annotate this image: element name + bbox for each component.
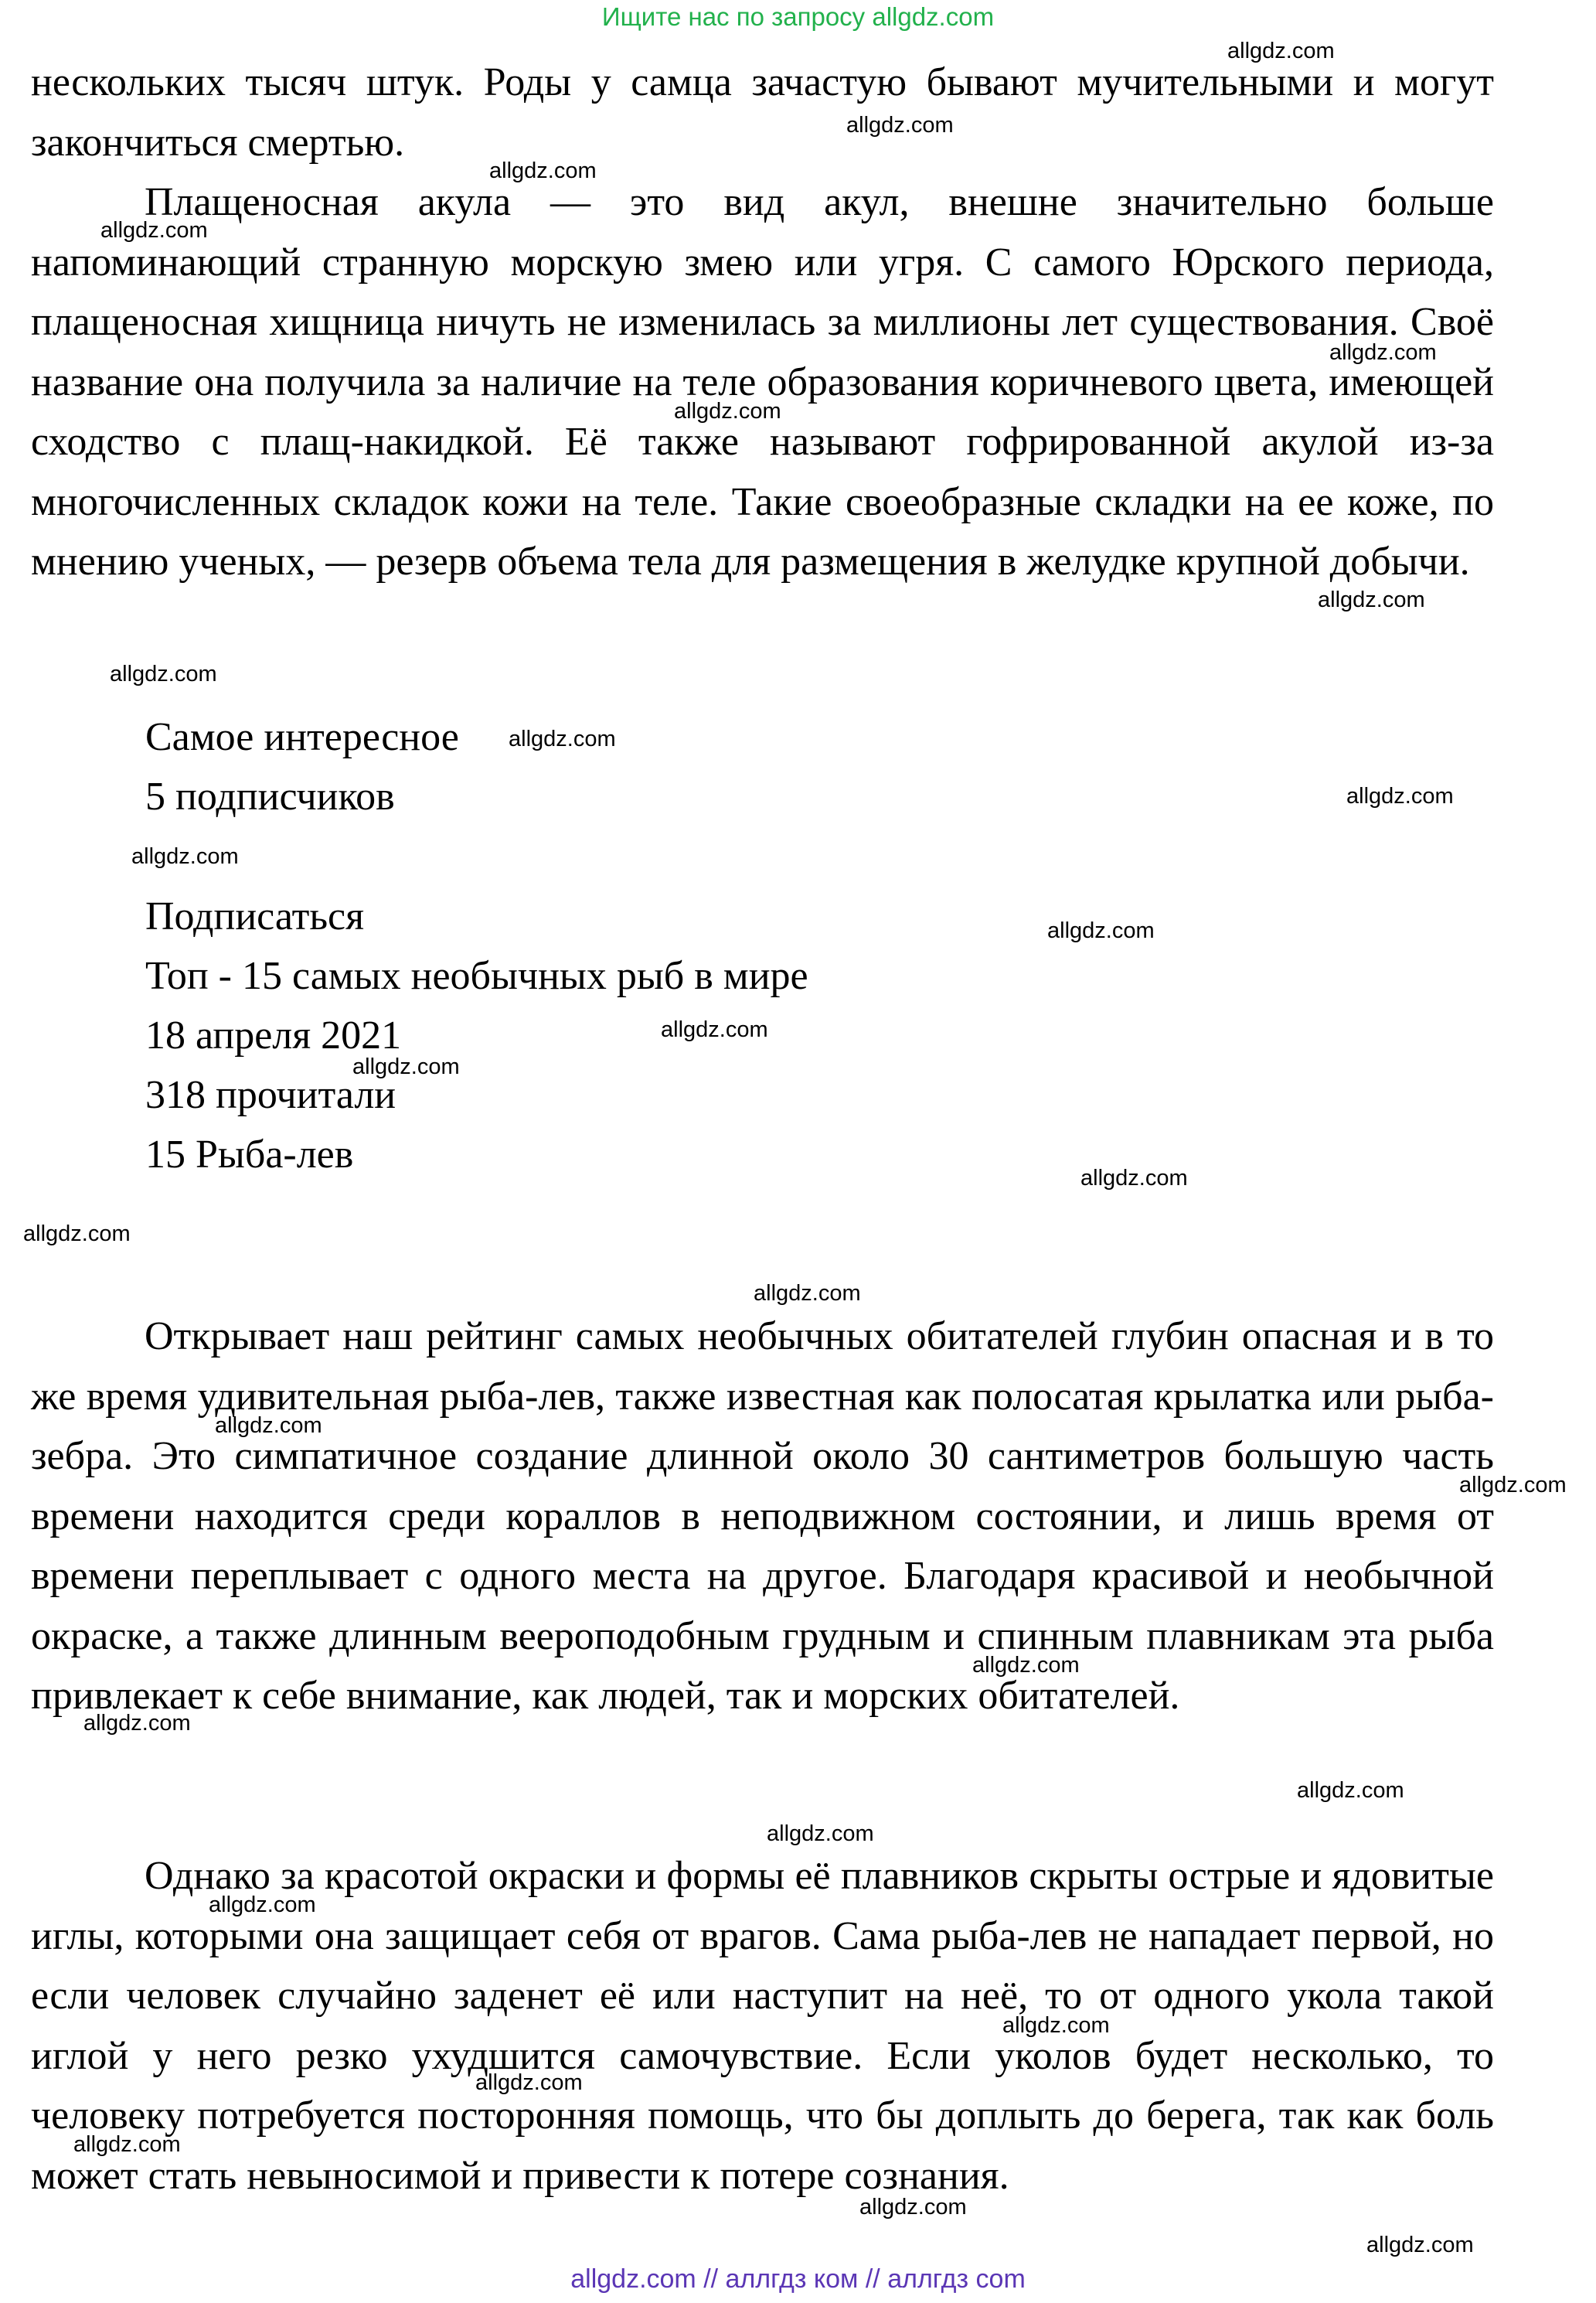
watermark: allgdz.com: [1227, 39, 1335, 63]
watermark: allgdz.com: [767, 1821, 874, 1846]
paragraph-frilled-shark: Плащеносная акула — это вид акул, внешне значительно больше напоминающий странную морскую змею или угря. С самого Юрского периода, плащеносная хищница ничуть не изменилась за миллионы лет существования. Своё название она получила за наличие на теле образования коричневого цвета, имеющей сходство с плащ-накидкой. Её также называют гофрированной акулой из-за многочисленных складок кожи на теле. Такие своеобразные складки на ее коже, по мнению ученых, — резерв объема тела для размещения в желудке крупной добычи.: [31, 180, 1494, 584]
section-heading: 15 Рыба-лев: [145, 1133, 354, 1177]
channel-name[interactable]: Самое интересное: [145, 715, 459, 759]
paragraph-lionfish-2: Однако за красотой окраски и формы её плавников скрыты острые и ядовитые иглы, которыми она защищает себя от врагов. Сама рыба-лев не нападает первой, но если человек случайно заденет её или наступит на неё, то от одного укола такой иглой у него резко ухудшится самочувствие. Если уколов будет несколько, то человеку потребуется посторонняя помощь, что бы доплыть до берега, так как боль может стать невыносимой и привести к потере сознания.: [31, 1854, 1494, 2198]
footer-links[interactable]: allgdz.com // аллгдз ком // аллгдз com: [570, 2264, 1026, 2294]
watermark: allgdz.com: [209, 1892, 316, 1917]
watermark: allgdz.com: [972, 1653, 1080, 1678]
watermark: allgdz.com: [1047, 918, 1155, 943]
watermark: allgdz.com: [674, 399, 781, 424]
read-count: 318 прочитали: [145, 1073, 396, 1117]
paragraph-intro: нескольких тысяч штук. Роды у самца зачастую бывают мучительными и могут закончиться смертью.: [31, 60, 1494, 165]
watermark: allgdz.com: [73, 2132, 181, 2157]
watermark: allgdz.com: [23, 1221, 131, 1246]
watermark: allgdz.com: [1080, 1166, 1188, 1191]
watermark: allgdz.com: [846, 113, 954, 138]
watermark: allgdz.com: [100, 218, 208, 243]
watermark: allgdz.com: [1297, 1778, 1404, 1803]
watermark: allgdz.com: [1366, 2233, 1474, 2257]
subscriber-count: 5 подписчиков: [145, 775, 395, 819]
paragraph-lionfish-1: Открывает наш рейтинг самых необычных обитателей глубин опасная и в то же время удивительная рыба-лев, также известная как полосатая крылатка или рыба-зебра. Это симпатичное создание длинной около 30 сантиметров большую часть времени находится среди кораллов в неподвижном состоянии, и лишь время от времени переплывает с одного места на другое. Благодаря красивой и необычной окраске, а также длинным веероподобным грудным и спинным плавникам эта рыба привлекает к себе внимание, как людей, так и морских обитателей.: [31, 1314, 1494, 1718]
watermark: allgdz.com: [661, 1017, 768, 1042]
watermark: allgdz.com: [83, 1711, 191, 1736]
article-date: 18 апреля 2021: [145, 1014, 402, 1058]
watermark: allgdz.com: [1346, 784, 1454, 809]
watermark: allgdz.com: [754, 1281, 861, 1306]
watermark: allgdz.com: [131, 844, 239, 869]
watermark: allgdz.com: [1329, 340, 1437, 365]
watermark: allgdz.com: [1459, 1473, 1567, 1497]
watermark: allgdz.com: [215, 1413, 322, 1438]
search-banner[interactable]: Ищите нас по запросу allgdz.com: [601, 2, 995, 31]
article-title: Топ - 15 самых необычных рыб в мире: [145, 954, 808, 998]
watermark: allgdz.com: [352, 1054, 460, 1079]
watermark: allgdz.com: [859, 2195, 967, 2220]
watermark: allgdz.com: [509, 727, 616, 751]
subscribe-button[interactable]: Подписаться: [145, 894, 365, 939]
channel-info: [145, 707, 459, 826]
watermark: allgdz.com: [110, 662, 217, 686]
watermark: allgdz.com: [1318, 588, 1425, 612]
watermark: allgdz.com: [489, 158, 597, 183]
watermark: allgdz.com: [475, 2070, 583, 2095]
watermark: allgdz.com: [1002, 2013, 1110, 2038]
